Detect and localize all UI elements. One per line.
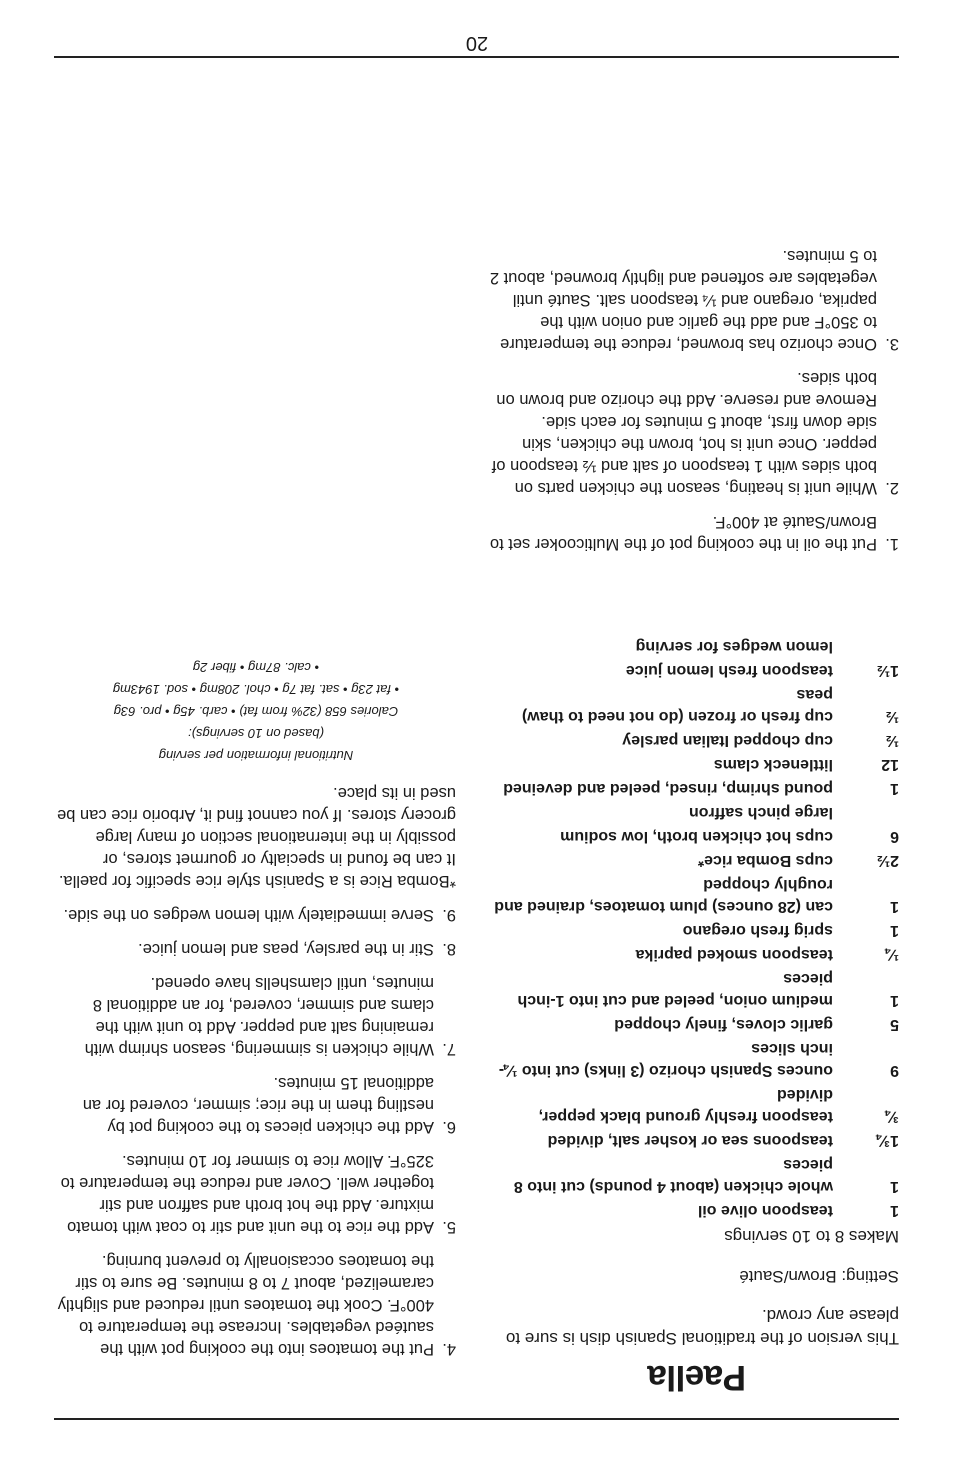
ingredient-qty: 6 bbox=[890, 828, 899, 845]
ingredient-row bbox=[489, 1199, 899, 1221]
ingredient-qty: 1¾ bbox=[876, 1132, 899, 1149]
ingredient-qty: ½ bbox=[885, 732, 899, 749]
recipe-intro: This version of the traditional Spanish dish is sure to please any crowd. bbox=[505, 1306, 899, 1348]
ingredient-text: medium onion, peeled and cut into 1-inch pieces bbox=[517, 970, 833, 1009]
step-number: 8. bbox=[442, 940, 456, 958]
step-number: 6. bbox=[442, 1118, 456, 1136]
step-number: 3. bbox=[885, 335, 899, 353]
ingredient-qty: 1 bbox=[890, 1178, 899, 1195]
ingredient-row bbox=[489, 1129, 899, 1151]
nutrition-heading: Nutritional information per serving bbox=[158, 748, 354, 763]
method-step bbox=[489, 245, 899, 355]
recipe-title: Paella bbox=[647, 1358, 746, 1397]
ingredient-row bbox=[489, 1037, 899, 1081]
method-step bbox=[56, 1072, 456, 1138]
method-step bbox=[56, 1150, 456, 1238]
ingredient-text: garlic cloves, finely chopped bbox=[614, 1016, 833, 1033]
ingredient-row bbox=[489, 659, 899, 681]
nutrition-line: Calories 658 (32% from fat) • carb. 45g • pro. 63g bbox=[113, 704, 399, 719]
method-step bbox=[56, 1250, 456, 1360]
method-step bbox=[56, 972, 456, 1060]
step-number: 7. bbox=[442, 1040, 456, 1058]
method-step bbox=[56, 938, 456, 960]
ingredient-qty: 1 bbox=[890, 1202, 899, 1219]
step-number: 4. bbox=[442, 1340, 456, 1358]
bomba-rice-note bbox=[56, 782, 456, 892]
ingredient-qty: ¾ bbox=[885, 1108, 899, 1125]
ingredient-text: ounces Spanish chorizo (3 links) cut into ¼-inch slices bbox=[498, 1040, 833, 1079]
top-rule bbox=[54, 1418, 899, 1420]
recipe-yield: Makes 8 to 10 servings bbox=[724, 1227, 899, 1246]
ingredient-qty: 1 bbox=[890, 992, 899, 1009]
step-text: While chicken is simmering, season shrimp with remaining salt and pepper. Add to unit with the clams and simmer, covered, for an additional 8 minutes, until clamshells have opened. bbox=[84, 974, 434, 1058]
ingredient-text: pound shrimp, rinsed, peeled and deveined bbox=[503, 780, 833, 797]
ingredient-qty: 2½ bbox=[876, 852, 899, 869]
ingredient-qty: ¼ bbox=[885, 946, 899, 963]
step-text: Put the tomatoes into the cooking pot with the sautéed vegetables. Increase the temperature to 400°F. Cook the tomatoes until reduced and slightly caramelized, about 7 to 8 minutes. Be sure to stir the tomatoes occasionally to prevent burning. bbox=[57, 1252, 434, 1358]
method-steps-column-2 bbox=[56, 656, 456, 1360]
ingredient-row bbox=[489, 777, 899, 799]
ingredient-qty bbox=[833, 635, 899, 657]
ingredient-text: can (28 ounces) plum tomatoes, drained and roughly chopped bbox=[494, 876, 833, 915]
ingredient-row bbox=[489, 683, 899, 727]
ingredient-text: teaspoon fresh lemon juice bbox=[625, 662, 833, 679]
ingredient-text: cup chopped Italian parsley bbox=[622, 732, 833, 749]
ingredient-qty: ½ bbox=[885, 708, 899, 725]
step-text: Stir in the parsley, peas and lemon juice. bbox=[138, 940, 434, 958]
bottom-rule bbox=[54, 56, 899, 58]
page-number: 20 bbox=[465, 32, 489, 54]
ingredient-qty: 1½ bbox=[876, 662, 899, 679]
ingredient-qty: 9 bbox=[890, 1062, 899, 1079]
ingredient-text: cup fresh or frozen (do not need to thaw) peas bbox=[521, 686, 833, 725]
ingredient-text: littleneck clams bbox=[713, 756, 833, 773]
ingredient-text: whole chicken (about 4 pounds) cut into 8 pieces bbox=[513, 1156, 833, 1195]
nutrition-line: • fat 23g • sat. fat 7g • chol. 208mg • sod. 1943mg bbox=[112, 682, 400, 697]
step-number: 5. bbox=[442, 1218, 456, 1236]
ingredient-row bbox=[489, 1083, 899, 1127]
ingredient-row bbox=[489, 1153, 899, 1197]
step-text: Put the oil in the cooking pot of the Multicooker set to Brown/Sauté at 400°F. bbox=[489, 513, 877, 553]
ingredient-text: cups Bomba rice* bbox=[697, 852, 833, 869]
step-text: Once chorizo has browned, reduce the temperature to 350°F and add the garlic and onion with the paprika, oregano and ¼ teaspoon salt. Sauté until vegetables are softened and lightly browned, about 2 to 5 minutes. bbox=[489, 247, 877, 353]
ingredient-qty: 1 bbox=[890, 780, 899, 797]
ingredient-qty: 1 bbox=[890, 922, 899, 939]
ingredient-text: cups hot chicken broth, low sodium bbox=[560, 828, 833, 845]
ingredient-row bbox=[489, 873, 899, 917]
step-number: 9. bbox=[442, 906, 456, 924]
ingredient-row bbox=[489, 825, 899, 847]
ingredient-row bbox=[489, 729, 899, 751]
ingredient-text: teaspoon freshly ground black pepper, divided bbox=[538, 1086, 833, 1125]
ingredient-row bbox=[489, 801, 899, 823]
ingredient-qty bbox=[833, 801, 899, 823]
step-text: Add the rice to the unit and stir to coat with tomato mixture. Add the hot broth and saffron and stir together well. Cover and reduce the temperature to 325°F. Allow rice to simmer for 10 minutes. bbox=[60, 1152, 434, 1236]
ingredient-text: large pinch saffron bbox=[688, 804, 833, 821]
step-number: 1. bbox=[885, 535, 899, 553]
ingredient-row bbox=[489, 753, 899, 775]
ingredient-row bbox=[489, 1013, 899, 1035]
nutrition-line: • calc. 87mg • fiber 2g bbox=[192, 660, 320, 675]
recipe-setting: Setting: Brown/Sauté bbox=[739, 1267, 899, 1286]
nutrition-info bbox=[56, 656, 456, 766]
method-step bbox=[56, 904, 456, 926]
ingredient-row bbox=[489, 943, 899, 965]
nutrition-basis: (based on 10 servings): bbox=[188, 726, 324, 741]
ingredient-qty: 5 bbox=[890, 1016, 899, 1033]
ingredient-text: sprig fresh oregano bbox=[682, 922, 833, 939]
ingredient-qty: 12 bbox=[881, 756, 899, 773]
step-text: While unit is heating, season the chicken parts on both sides with 1 teaspoon of salt and ½ teaspoon of pepper. Once unit is hot, brown the chicken, skin side down first, about 5 minutes for each side. Remove and reserve. Add the chorizo and brown on both sides. bbox=[491, 369, 877, 497]
ingredient-list bbox=[489, 633, 899, 1221]
ingredient-row bbox=[489, 849, 899, 871]
method-step bbox=[489, 511, 899, 555]
ingredient-row bbox=[489, 967, 899, 1011]
step-text: Add the chicken pieces to the cooking pot by nestling them in the rice; simmer, covered for an additional 15 minutes. bbox=[82, 1074, 434, 1136]
note-text: *Bomba Rice is a Spanish style rice specific for paella. It can be found in specialty or gourmet stores, or possibly in the international section of many large grocery stores. If you cannot find it, Arborio rice can be used in its place. bbox=[57, 784, 456, 890]
ingredient-text: teaspoons sea or kosher salt, divided bbox=[547, 1132, 833, 1149]
ingredient-text: teaspoon olive oil bbox=[697, 1202, 833, 1219]
ingredient-row bbox=[489, 919, 899, 941]
ingredient-row bbox=[489, 635, 899, 657]
ingredient-text: teaspoon smoked paprika bbox=[635, 946, 833, 963]
method-steps-column-1 bbox=[489, 233, 899, 555]
step-number: 2. bbox=[885, 479, 899, 497]
ingredient-qty: 1 bbox=[890, 898, 899, 915]
method-step bbox=[489, 367, 899, 499]
ingredient-text: lemon wedges for serving bbox=[635, 638, 833, 655]
step-text: Serve immediately with lemon wedges on the side. bbox=[63, 906, 434, 924]
